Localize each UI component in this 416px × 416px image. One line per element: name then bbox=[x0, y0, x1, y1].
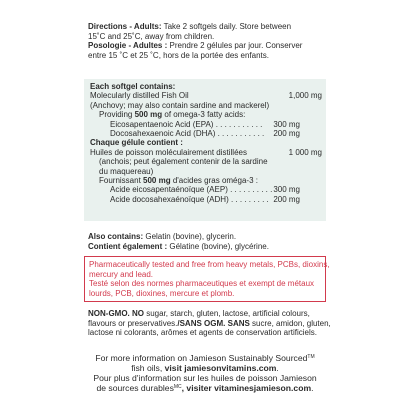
testing-notice-line3: Testé selon des normes pharmaceutiques et exempt de métaux bbox=[89, 279, 315, 289]
epa-row bbox=[90, 120, 322, 129]
adh-label: Acide docosahexaénoïque (ADH) . . . . . . . . . bbox=[110, 194, 269, 204]
contents-fr-heading bbox=[90, 138, 322, 147]
contents-panel bbox=[84, 79, 326, 221]
also-fr-line bbox=[88, 242, 388, 252]
sustainability-info bbox=[84, 353, 326, 393]
info-line1-text: For more information on Jamieson Sustainably Sourced bbox=[95, 353, 308, 363]
epa-value: 300 mg bbox=[273, 119, 300, 129]
fr-anchovy-note-2: du maquereau) bbox=[99, 166, 154, 176]
contents-en-heading-text: Each softgel contains: bbox=[90, 82, 176, 91]
info-line1 bbox=[84, 353, 326, 363]
fish-oil-value: 1,000 mg bbox=[288, 91, 322, 101]
testing-notice-line2: mercury and lead. bbox=[89, 269, 154, 279]
fr-fish-oil-row bbox=[90, 148, 322, 157]
omega3-en-row bbox=[90, 110, 322, 119]
info-line4-text: de sources durables bbox=[96, 383, 174, 393]
adh-value: 200 mg bbox=[273, 194, 300, 204]
contents-fr-heading-text: Chaque gélule contient : bbox=[90, 138, 183, 148]
dha-value: 200 mg bbox=[273, 128, 300, 138]
directions-fr-line1 bbox=[88, 41, 388, 51]
trademark-mark: TM bbox=[307, 354, 315, 360]
fish-oil-row bbox=[90, 91, 322, 100]
mc-mark: MC bbox=[173, 384, 182, 390]
info-line2 bbox=[84, 363, 326, 373]
omega3-fr-post: d'acides gras oméga-3 : bbox=[170, 175, 258, 185]
non-gmo-line1 bbox=[88, 309, 388, 319]
also-en-line bbox=[88, 232, 388, 242]
testing-notice-line1: Pharmaceutically tested and free from heavy metals, PCBs, dioxins, bbox=[89, 260, 330, 269]
non-gmo-en-text1: sugar, starch, gluten, lactose, artificial colours, bbox=[144, 309, 310, 318]
omega3-fr-row bbox=[90, 176, 322, 185]
aep-label: Acide eicosapentaénoïque (AEP) . . . . . . . . . . bbox=[110, 185, 273, 195]
omega3-fr-pre: Fournissant bbox=[99, 175, 144, 185]
info-line4-period: . bbox=[311, 383, 314, 393]
non-gmo-line2 bbox=[88, 319, 388, 329]
non-gmo-en-text2: flavours or preservatives. bbox=[88, 318, 178, 328]
aep-row bbox=[90, 185, 322, 194]
non-gmo-section bbox=[88, 309, 388, 338]
testing-notice-line4: lourds, PCB, dioxines, mercure et plomb. bbox=[89, 288, 235, 298]
omega3-en-post: of omega-3 fatty acids: bbox=[162, 110, 246, 120]
non-gmo-line3: lactose ni colorants, arômes et agents de conservation artificiels. bbox=[88, 328, 318, 337]
also-en-heading: Also contains: bbox=[88, 232, 144, 241]
directions-en-heading: Directions - Adults: bbox=[88, 22, 162, 31]
non-gmo-en-bold: NON-GMO. NO bbox=[88, 309, 144, 318]
epa-label: Eicosapentaenoic Acid (EPA) . . . . . . . . . . . bbox=[110, 119, 263, 129]
fr-anchovy-note-1: (anchois; peut également contenir de la sardine bbox=[99, 157, 268, 167]
omega3-en-pre: Providing bbox=[99, 110, 135, 120]
directions-en-text: Take 2 softgels daily. Store between bbox=[161, 22, 292, 31]
website-en-link[interactable]: visit jamiesonvitamins.com bbox=[164, 363, 277, 373]
website-fr-link[interactable]: , visiter vitaminesjamieson.com bbox=[181, 383, 312, 393]
dha-label: Docosahexaenoic Acid (DHA) . . . . . . . . . . . bbox=[110, 128, 265, 138]
directions-fr-line2: entre 15 ˚C et 25 ˚C, hors de la portée des enfants. bbox=[88, 50, 269, 60]
anchovy-note: (Anchovy; may also contain sardine and mackerel) bbox=[90, 100, 270, 110]
info-line2-period: . bbox=[276, 363, 279, 373]
info-line4 bbox=[84, 383, 326, 393]
dha-row bbox=[90, 129, 322, 138]
info-line3: Pour plus d'information sur les huiles de poisson Jamieson bbox=[93, 373, 317, 383]
contents-en-heading bbox=[90, 82, 322, 91]
adh-row bbox=[90, 195, 322, 204]
fr-fish-oil-label: Huiles de poisson moléculairement distillées bbox=[90, 147, 247, 157]
omega3-fr-amount: 500 mg bbox=[143, 175, 171, 185]
directions-en-line1 bbox=[88, 22, 388, 32]
fr-fish-oil-value: 1 000 mg bbox=[288, 147, 322, 157]
non-gmo-fr-text1: sucre, amidon, gluten, bbox=[249, 318, 331, 328]
omega3-en-amount: 500 mg bbox=[134, 110, 163, 120]
directions-en-line2: 15˚C and 25˚C, away from children. bbox=[88, 31, 215, 41]
directions-fr-text: Prendre 2 gélules par jour. Conserver bbox=[167, 41, 303, 51]
also-en-text: Gelatin (bovine), glycerin. bbox=[143, 232, 237, 241]
also-fr-text: Gélatine (bovine), glycérine. bbox=[167, 241, 269, 251]
directions-fr-heading: Posologie - Adultes : bbox=[88, 41, 168, 51]
fish-oil-label: Molecularly distilled Fish Oil bbox=[90, 91, 189, 101]
testing-notice-box bbox=[84, 256, 330, 302]
aep-value: 300 mg bbox=[273, 185, 300, 195]
also-contains-section bbox=[88, 232, 388, 251]
directions-section bbox=[88, 22, 388, 60]
info-line2-text: fish oils, bbox=[131, 363, 165, 373]
non-gmo-fr-bold: /SANS OGM. SANS bbox=[177, 318, 250, 328]
also-fr-heading: Contient également : bbox=[88, 241, 168, 251]
